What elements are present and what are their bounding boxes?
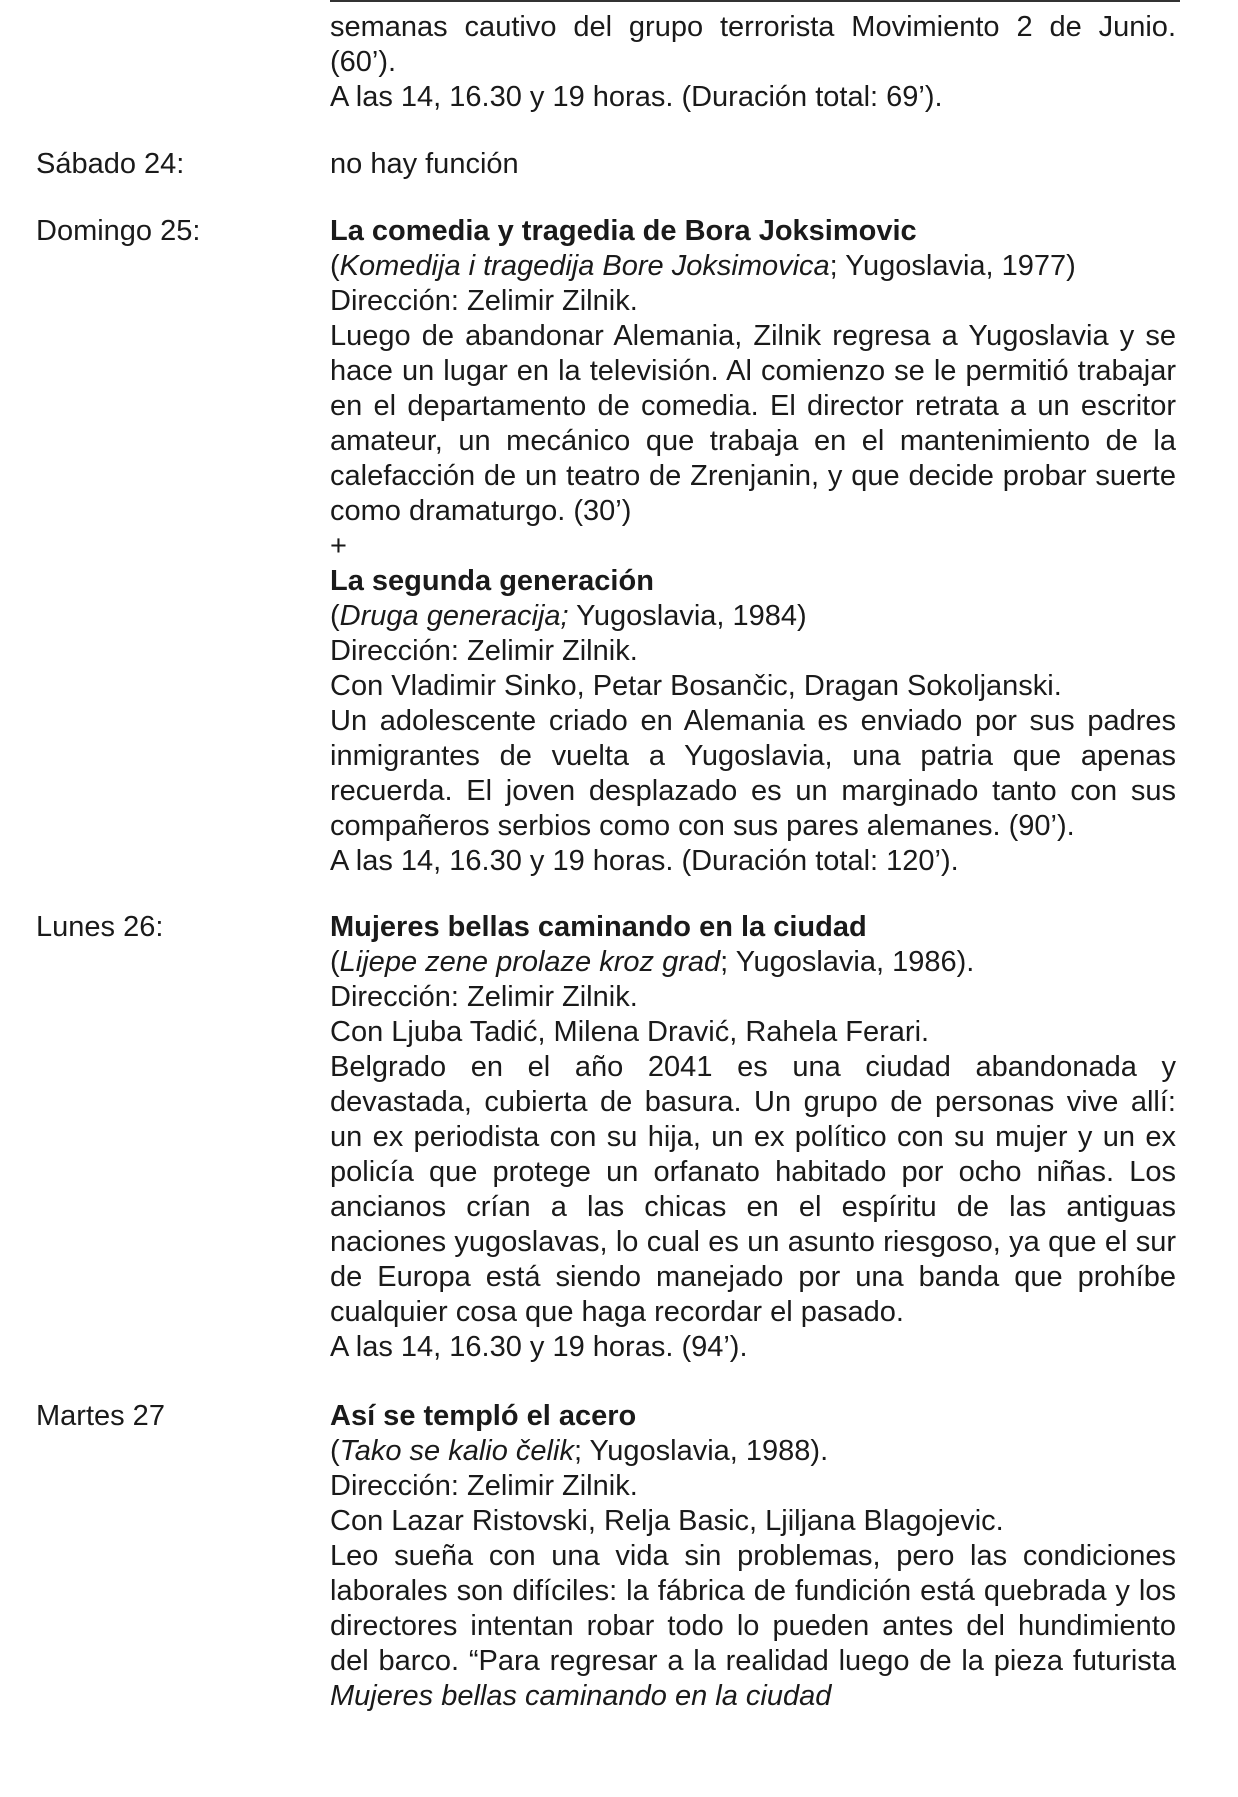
film-original-title: (Komedija i tragedija Bore Joksimovica; Yugoslavia, 1977) xyxy=(330,250,1076,282)
continuation-content xyxy=(330,10,1176,115)
top-rule xyxy=(330,0,1180,2)
film-synopsis: Un adolescente criado en Alemania es enviado por sus padres inmigrantes de vuelta a Yugoslavia, una patria que apenas recuerda. El joven desplazado es un marginado tanto con sus compañeros serbios como con sus pares alemanes. (90’). xyxy=(330,705,1176,842)
continuation-block xyxy=(0,10,1238,115)
film-original-title: (Lijepe zene prolaze kroz grad; Yugoslavia, 1986). xyxy=(330,946,975,978)
continuation-text: semanas cautivo del grupo terrorista Movimiento 2 de Junio. (60’). xyxy=(330,11,1176,78)
no-show-text: no hay función xyxy=(330,148,519,180)
schedule-entry-martes xyxy=(0,1399,1238,1714)
entry-content xyxy=(330,147,1176,182)
film-director: Dirección: Zelimir Zilnik. xyxy=(330,285,638,317)
film-cast: Con Vladimir Sinko, Petar Bosančic, Dragan Sokoljanski. xyxy=(330,670,1062,702)
film-title: La segunda generación xyxy=(330,565,654,597)
schedule-entry-sabado xyxy=(0,147,1238,182)
day-label: Martes 27 xyxy=(36,1400,165,1432)
film-original-title: (Druga generacija; Yugoslavia, 1984) xyxy=(330,600,807,632)
entry-content xyxy=(330,214,1176,879)
film-synopsis: Belgrado en el año 2041 es una ciudad abandonada y devastada, cubierta de basura. Un grupo de personas vive allí: un ex periodista con su hija, un ex político con su mujer y un ex policía que protege un orfanato habitado por ocho niñas. Los ancianos crían a las chicas en el espíritu de las antiguas naciones yugoslavas, lo cual es un asunto riesgoso, ya que el sur de Europa está siendo manejado por una banda que prohíbe cualquier cosa que haga recordar el pasado. xyxy=(330,1051,1176,1328)
film-title: La comedia y tragedia de Bora Joksimovic xyxy=(330,215,917,247)
schedule-entry-domingo xyxy=(0,214,1238,879)
film-director: Dirección: Zelimir Zilnik. xyxy=(330,981,638,1013)
film-title: Así se templó el acero xyxy=(330,1400,637,1432)
entry-content xyxy=(330,1399,1176,1714)
day-label: Lunes 26: xyxy=(36,911,164,943)
day-label: Sábado 24: xyxy=(36,148,185,180)
continuation-times: A las 14, 16.30 y 19 horas. (Duración total: 69’). xyxy=(330,81,943,113)
film-cast: Con Lazar Ristovski, Relja Basic, Ljiljana Blagojevic. xyxy=(330,1505,1004,1537)
film-director: Dirección: Zelimir Zilnik. xyxy=(330,635,638,667)
plus-sign: + xyxy=(330,530,347,562)
day-label: Domingo 25: xyxy=(36,215,201,247)
film-title: Mujeres bellas caminando en la ciudad xyxy=(330,911,867,943)
film-synopsis: Luego de abandonar Alemania, Zilnik regresa a Yugoslavia y se hace un lugar en la televisión. Al comienzo se le permitió trabajar en el departamento de comedia. El director retrata a un escritor amateur, un mecánico que trabaja en el mantenimiento de la calefacción de un teatro de Zrenjanin, y que decide probar suerte como dramaturgo. (30’) xyxy=(330,320,1176,527)
film-synopsis: Leo sueña con una vida sin problemas, pero las condiciones laborales son difíciles: la fábrica de fundición está quebrada y los directores intentan robar todo lo pueden antes del hundimiento del barco. “Para regresar a la realidad luego de la pieza futurista Mujeres bellas caminando en la ciudad xyxy=(330,1540,1176,1712)
showtimes: A las 14, 16.30 y 19 horas. (94’). xyxy=(330,1331,748,1363)
schedule-entry-lunes xyxy=(0,910,1238,1365)
film-cast: Con Ljuba Tadić, Milena Dravić, Rahela Ferari. xyxy=(330,1016,930,1048)
showtimes: A las 14, 16.30 y 19 horas. (Duración total: 120’). xyxy=(330,845,959,877)
entry-content xyxy=(330,910,1176,1365)
film-original-title: (Tako se kalio čelik; Yugoslavia, 1988). xyxy=(330,1435,829,1467)
schedule-page xyxy=(0,10,1238,1714)
film-director: Dirección: Zelimir Zilnik. xyxy=(330,1470,638,1502)
